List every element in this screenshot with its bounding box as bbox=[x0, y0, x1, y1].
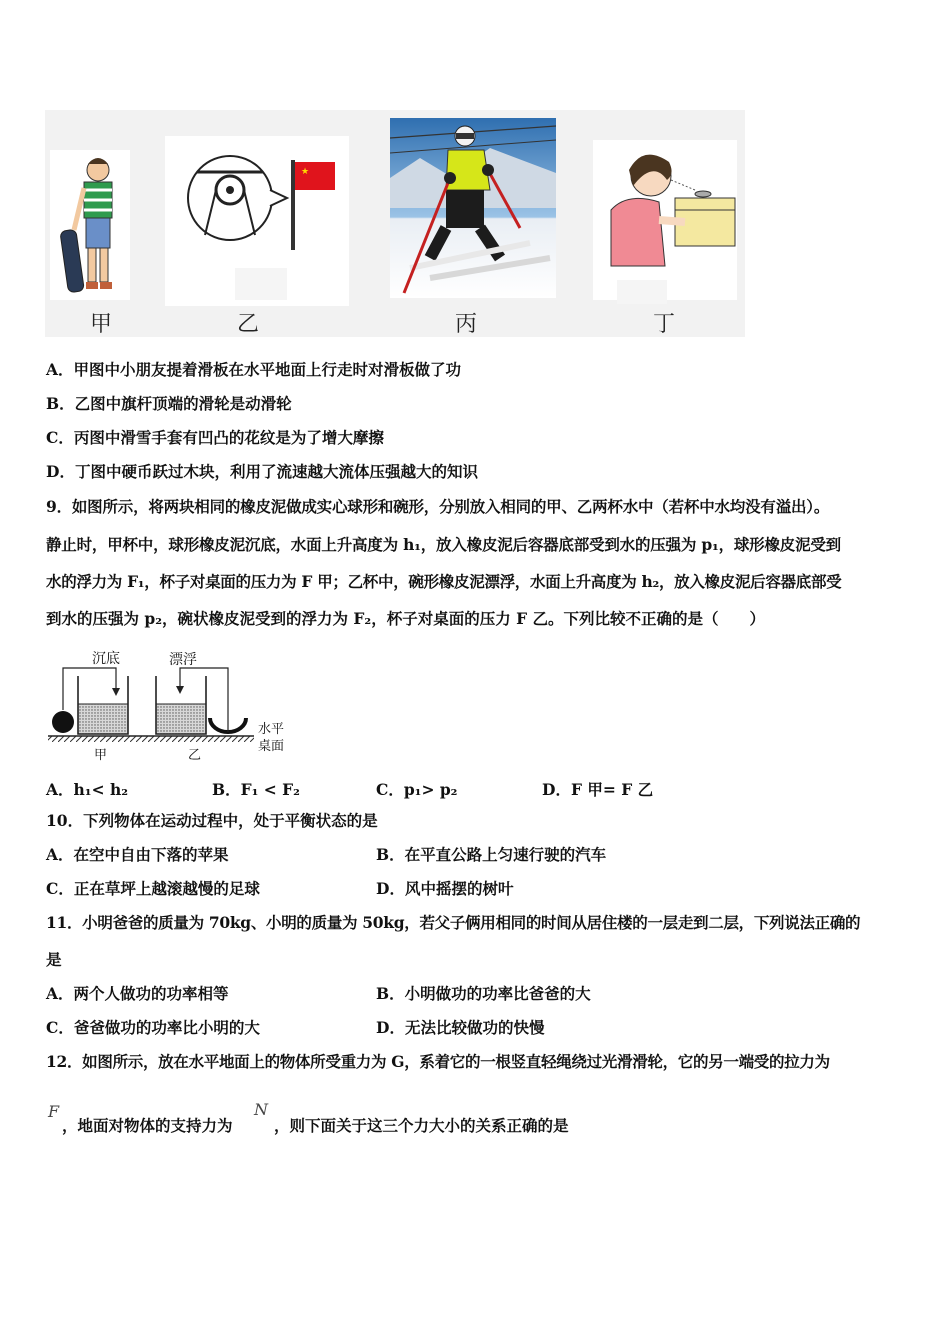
figure-label-ding: 丁 bbox=[653, 312, 676, 337]
q8-option-c: C．丙图中滑雪手套有凹凸的花纹是为了增大摩擦 bbox=[46, 428, 384, 447]
q9-label-sink: 沉底 bbox=[92, 651, 120, 667]
svg-text:★: ★ bbox=[301, 167, 310, 177]
q12-stem-line-2b: ，则下面关于这三个力大小的关系正确的是 bbox=[274, 1116, 569, 1135]
q9-stem-line-4: 到水的压强为 p₂，碗状橡皮泥受到的浮力为 F₂，杯子对桌面的压力 F 乙。下列比较不正确的是（ ） bbox=[46, 609, 766, 628]
q9-option-d: D．F 甲= F 乙 bbox=[542, 780, 654, 799]
q10-stem: 10．下列物体在运动过程中，处于平衡状态的是 bbox=[46, 811, 378, 830]
q9-option-a: A．h₁< h₂ bbox=[46, 780, 129, 799]
q9-label-cup-jia: 甲 bbox=[94, 748, 108, 763]
q9-label-cup-yi: 乙 bbox=[188, 748, 202, 763]
q12-stem-line-1: 12．如图所示，放在水平地面上的物体所受重力为 G，系着它的一根竖直轻绳绕过光滑滑轮，它的另一端受的拉力为 bbox=[46, 1052, 830, 1071]
boy-with-skateboard-illustration bbox=[50, 150, 130, 300]
girl-blowing-coin-illustration bbox=[593, 140, 737, 300]
q9-stem-line-1: 9．如图所示，将两块相同的橡皮泥做成实心球形和碗形，分别放入相同的甲、乙两杯水中（若杯中水均没有溢出）。 bbox=[46, 497, 830, 516]
figure-label-bing: 丙 bbox=[455, 312, 478, 337]
q9-stem-line-3: 水的浮力为 F₁，杯子对桌面的压力为 F 甲；乙杯中，碗形橡皮泥漂浮，水面上升高度为 h₂，放入橡皮泥后容器底部受 bbox=[46, 572, 842, 591]
figure-8-strip bbox=[45, 110, 745, 337]
q12-stem-line-2a: ，地面对物体的支持力为 bbox=[62, 1116, 233, 1135]
flagpole-pulley-illustration bbox=[175, 150, 345, 260]
q10-option-c: C．正在草坪上越滚越慢的足球 bbox=[46, 879, 260, 898]
q12-variable-f: F bbox=[48, 1102, 60, 1121]
q9-label-float: 漂浮 bbox=[169, 652, 197, 668]
skier-photo bbox=[390, 118, 556, 298]
q11-stem-line-1: 11．小明爸爸的质量为 70kg、小明的质量为 50kg，若父子俩用相同的时间从居住楼的一层走到二层，下列说法正确的 bbox=[46, 913, 861, 932]
q8-option-a: A．甲图中小朋友提着滑板在水平地面上行走时对滑板做了功 bbox=[46, 360, 462, 379]
q8-option-b: B．乙图中旗杆顶端的滑轮是动滑轮 bbox=[46, 394, 292, 413]
q11-stem-line-2: 是 bbox=[46, 950, 62, 969]
figure-label-yi: 乙 bbox=[237, 312, 260, 337]
q9-label-table-2: 桌面 bbox=[258, 739, 285, 754]
q10-option-d: D．风中摇摆的树叶 bbox=[376, 879, 514, 898]
flagpole-caption-block bbox=[235, 268, 287, 300]
q11-option-c: C．爸爸做功的功率比小明的大 bbox=[46, 1018, 260, 1037]
girl-caption-block bbox=[617, 280, 667, 304]
q9-option-b: B．F₁ < F₂ bbox=[212, 780, 300, 799]
q12-variable-n: N bbox=[254, 1100, 268, 1119]
q11-option-a: A．两个人做功的功率相等 bbox=[46, 984, 229, 1003]
q10-option-a: A．在空中自由下落的苹果 bbox=[46, 845, 229, 864]
q11-option-b: B．小明做功的功率比爸爸的大 bbox=[376, 984, 591, 1003]
q11-option-d: D．无法比较做功的快慢 bbox=[376, 1018, 545, 1037]
q10-option-b: B．在平直公路上匀速行驶的汽车 bbox=[376, 845, 607, 864]
q9-label-table-1: 水平 bbox=[258, 722, 285, 737]
q9-stem-line-2: 静止时，甲杯中，球形橡皮泥沉底，水面上升高度为 h₁，放入橡皮泥后容器底部受到水的压强为 p₁，球形橡皮泥受到 bbox=[46, 535, 841, 554]
q9-option-c: C．p₁> p₂ bbox=[376, 780, 458, 799]
figure-label-jia: 甲 bbox=[90, 312, 113, 337]
q8-option-d: D．丁图中硬币跃过木块，利用了流速越大流体压强越大的知识 bbox=[46, 462, 478, 481]
